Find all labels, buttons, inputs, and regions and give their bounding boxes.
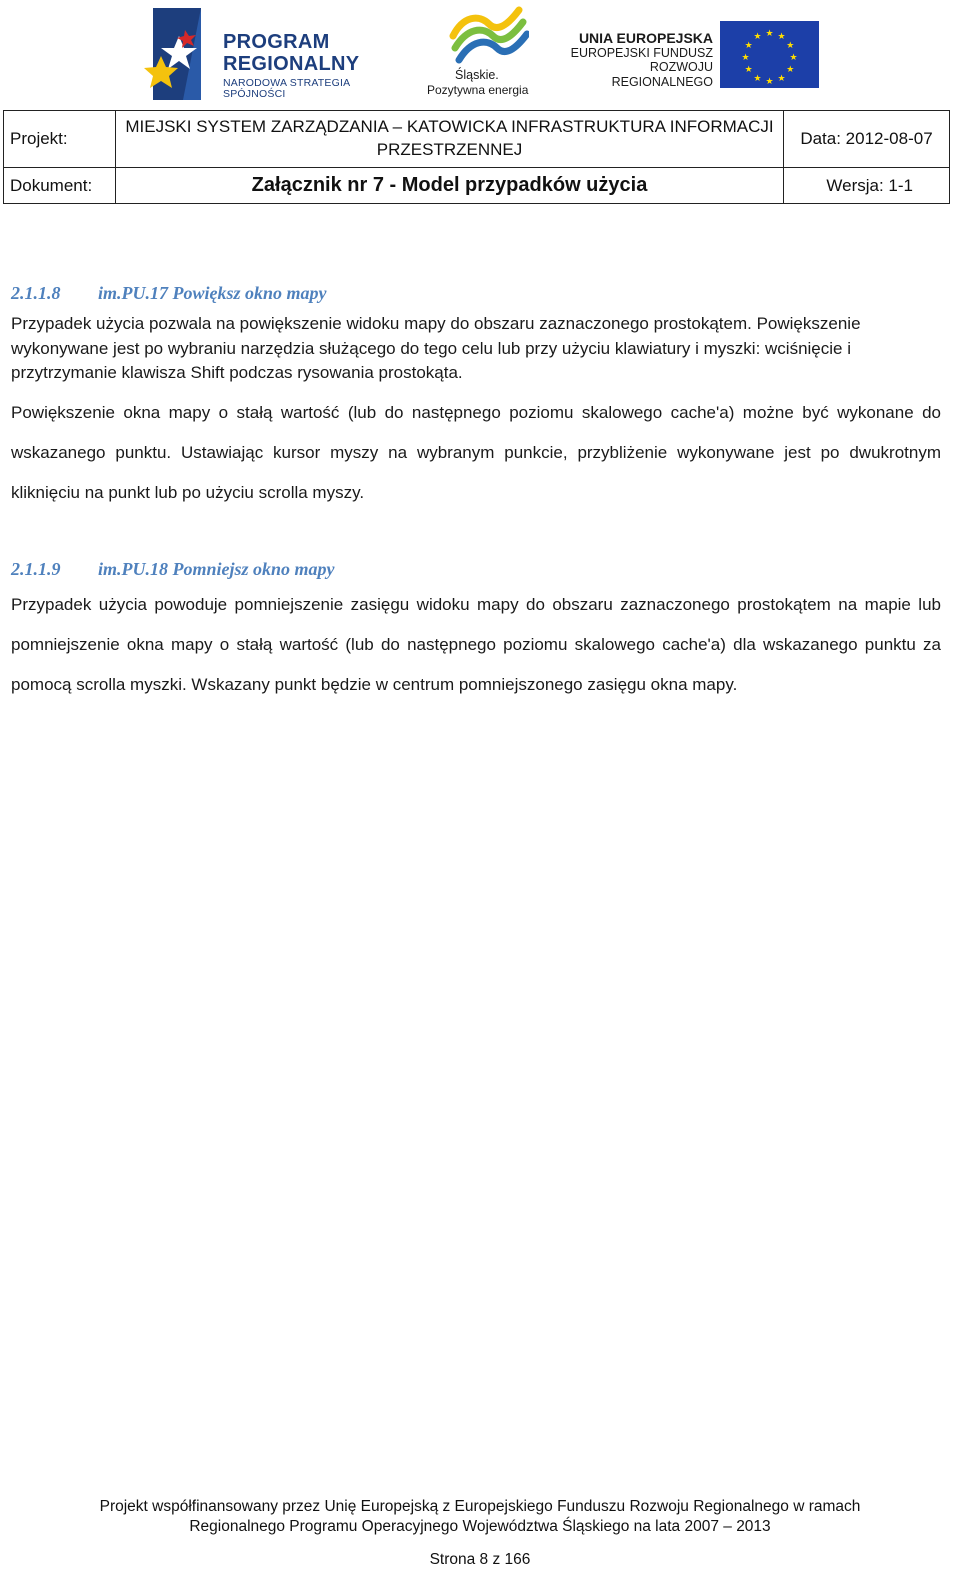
slaskie-waves-icon	[449, 6, 529, 66]
document-version: Wersja: 1-1	[784, 168, 950, 204]
svg-text:★: ★	[741, 53, 750, 63]
section-title: im.PU.17 Powiększ okno mapy	[98, 282, 327, 303]
program-regionalny-logo	[143, 8, 403, 100]
paragraph: Powiększenie okna mapy o stałą wartość (lub do następnego poziomu skalowego cache'a) możne być wykonane do wskazanego punktu. Ustawiając kursor myszy na wybranym punkcie, przybliżenie wykonywane jest po dwukrotnym kliknięciu na punkt lub po użyciu scrolla myszy.	[11, 402, 941, 502]
page-number: Strona 8 z 166	[429, 1551, 531, 1568]
svg-text:★: ★	[777, 73, 786, 84]
footer-line2: Regionalnego Programu Operacyjnego Województwa Śląskiego na lata 2007 – 2013	[189, 1518, 771, 1535]
document-body	[11, 280, 941, 705]
logo-band	[0, 0, 960, 110]
document-title: Załącznik nr 7 - Model przypadków użycia	[116, 168, 784, 204]
footer-line1: Projekt współfinansowany przez Unię Europejską z Europejskiego Funduszu Rozwoju Regionalnego w ramach	[99, 1498, 861, 1515]
eu-line3: ROZWOJU REGIONALNEGO	[611, 60, 713, 89]
svg-text:★: ★	[744, 41, 753, 51]
program-regionalny-line1: PROGRAM	[223, 31, 330, 53]
slaskie-tagline: Pozytywna energia	[427, 83, 529, 97]
svg-text:★: ★	[777, 32, 786, 43]
svg-text:★: ★	[753, 32, 762, 43]
section-number: 2.1.1.9	[11, 559, 61, 579]
svg-text:★: ★	[786, 41, 795, 51]
svg-text:★: ★	[789, 53, 798, 63]
section-title: im.PU.18 Pomniejsz okno mapy	[98, 559, 335, 579]
project-label: Projekt:	[4, 111, 116, 168]
section-heading	[11, 557, 941, 583]
eu-line1: UNIA EUROPEJSKA	[578, 30, 713, 46]
page-footer	[0, 1497, 960, 1537]
program-regionalny-star-icon	[143, 8, 223, 100]
svg-text:★: ★	[744, 65, 753, 75]
section-heading	[11, 280, 941, 306]
slaskie-logo	[425, 6, 535, 96]
svg-text:★: ★	[786, 65, 795, 75]
eu-line2: EUROPEJSKI FUNDUSZ	[570, 46, 713, 61]
svg-text:★: ★	[765, 29, 774, 39]
document-date: Data: 2012-08-07	[784, 111, 950, 168]
program-regionalny-line2: REGIONALNY	[223, 53, 360, 75]
paragraph: Przypadek użycia pozwala na powiększenie widoku mapy do obszaru zaznaczonego prostokątem. Powiększenie wykonywane jest po wybraniu narzędzia służącego do tego celu lub przy użyciu klawiatury i myszki: wciśnięcie i przytrzymanie klawisza Shift podczas rysowania prostokąta.	[11, 314, 861, 382]
document-header-table	[3, 110, 950, 204]
document-label: Dokument:	[4, 168, 116, 204]
eu-logo	[548, 18, 828, 90]
eu-flag-icon	[720, 21, 819, 88]
program-regionalny-line3: NARODOWA STRATEGIA SPÓJNOŚCI	[223, 77, 350, 100]
project-title: MIEJSKI SYSTEM ZARZĄDZANIA – KATOWICKA INFRASTRUKTURA INFORMACJI PRZESTRZENNEJ	[116, 111, 784, 168]
svg-text:★: ★	[753, 73, 762, 84]
paragraph: Przypadek użycia powoduje pomniejszenie zasięgu widoku mapy do obszaru zaznaczonego prostokątem na mapie lub pomniejszenie okna mapy o stałą wartość (lub do następnego poziomu skalowego cache'a) dla wskazanego punktu za pomocą scrolla myszki. Wskazany punkt będzie w centrum pomniejszonego zasięgu okna mapy.	[11, 594, 941, 694]
slaskie-name: Śląskie.	[455, 68, 499, 82]
section-number: 2.1.1.8	[11, 282, 61, 303]
svg-text:★: ★	[765, 77, 774, 87]
